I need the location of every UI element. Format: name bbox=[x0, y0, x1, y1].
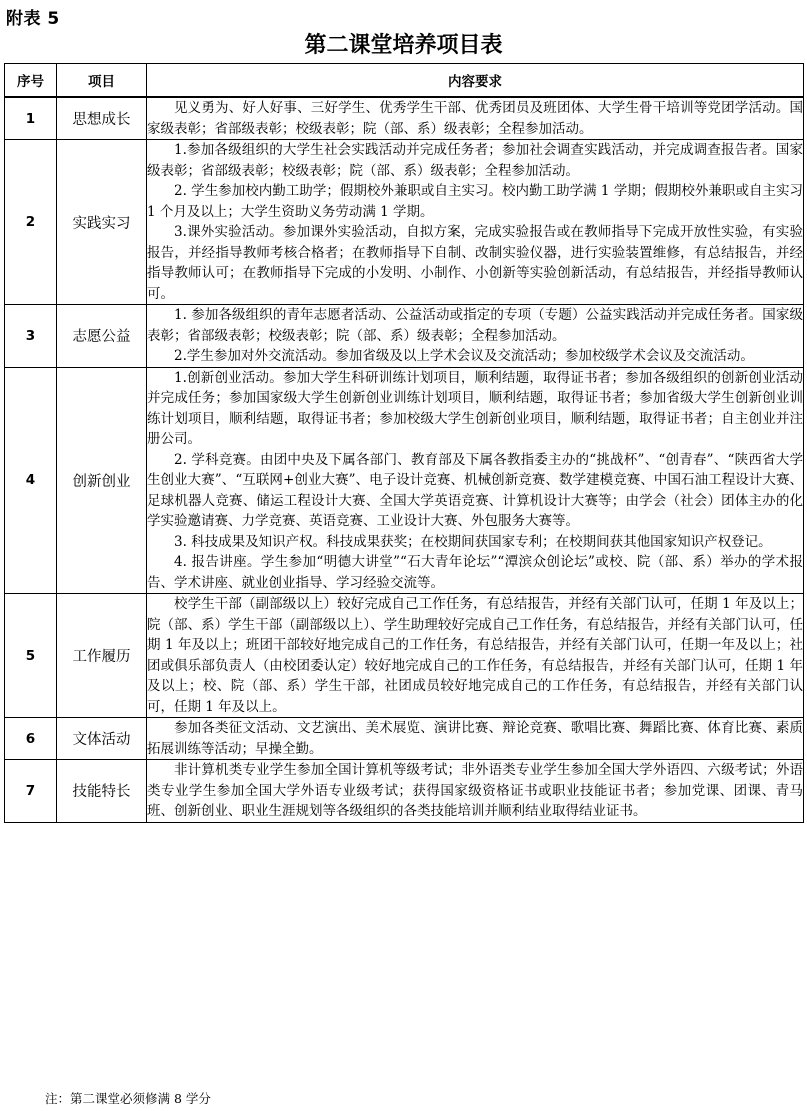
row-content bbox=[147, 305, 804, 368]
table-row bbox=[5, 760, 804, 823]
row-item-name: 实践实习 bbox=[57, 140, 147, 305]
appendix-label: 附表 5 bbox=[6, 9, 60, 29]
row-content bbox=[147, 594, 804, 718]
footnote: 注：第二课堂必须修满 8 学分 bbox=[45, 1091, 211, 1106]
project-table bbox=[4, 63, 804, 823]
page-title: 第二课堂培养项目表 bbox=[304, 33, 503, 58]
row-number: 6 bbox=[5, 718, 57, 760]
content-paragraph: 参加各类征文活动、文艺演出、美术展览、演讲比赛、辩论竞赛、歌唱比赛、舞蹈比赛、体育比赛、素质拓展训练等活动；早操全勤。 bbox=[147, 720, 803, 757]
table-row bbox=[5, 97, 804, 140]
row-content bbox=[147, 718, 804, 760]
content-paragraph: 见义勇为、好人好事、三好学生、优秀学生干部、优秀团员及班团体、大学生骨干培训等党团学活动。国家级表彰；省部级表彰；校级表彰；院（部、系）级表彰；全程参加活动。 bbox=[147, 100, 803, 137]
content-paragraph: 2.学生参加对外交流活动。参加省级及以上学术会议及交流活动；参加校级学术会议及交流活动。 bbox=[174, 348, 754, 364]
content-paragraph: 1.创新创业活动。参加大学生科研训练计划项目，顺利结题，取得证书者；参加各级组织的创新创业活动并完成任务；参加国家级大学生创新创业训练计划项目，顺利结题，取得证书者；参加省级大学生创新创业训练计划项目，顺利结题，取得证书者；参加校级大学生创新创业项目，顺利结题，取得证书者；自主创业并注册公司。 bbox=[147, 369, 803, 447]
header-no: 序号 bbox=[5, 64, 57, 98]
header-content: 内容要求 bbox=[147, 64, 804, 98]
row-item-name: 工作履历 bbox=[57, 594, 147, 718]
row-content bbox=[147, 760, 804, 823]
row-item-name: 文体活动 bbox=[57, 718, 147, 760]
row-number: 4 bbox=[5, 367, 57, 594]
row-number: 1 bbox=[5, 97, 57, 140]
row-item-name: 技能特长 bbox=[57, 760, 147, 823]
content-paragraph: 校学生干部（副部级以上）较好完成自己工作任务，有总结报告，并经有关部门认可，任期 1 年及以上；院（部、系）学生干部（副部级以上）、学生助理较好完成自己工作任务，有总结报告，并经有关部门认可，任期 1 年及以上；班团干部较好地完成自己的工作任务，有总结报告，并经有关部门认可，任期一年及以上；社团或俱乐部负责人（由校团委认定）较好地完成自己的工作任务，有总结报告，并经有关部门认可，任期 1 年及以上；校、院（部、系）学生干部，社团成员较好地完成自己的工作任务，有总结报告，并经有关部门认可，任期 1 年及以上。 bbox=[147, 596, 803, 715]
row-item-name: 创新创业 bbox=[57, 367, 147, 594]
content-paragraph: 4. 报告讲座。学生参加“明德大讲堂”“石大青年论坛”“潭滨众创论坛”或校、院（部、系）举办的学术报告、学术讲座、就业创业指导、学习经验交流等。 bbox=[147, 554, 803, 591]
table-row bbox=[5, 305, 804, 368]
content-paragraph: 3.课外实验活动。参加课外实验活动，自拟方案，完成实验报告或在教师指导下完成开放性实验，有实验报告，并经指导教师考核合格者；在教师指导下自制、改制实验仪器，进行实验装置维修，有总结报告，并经指导教师认可；在教师指导下完成的小发明、小制作、小创新等实验创新活动，有总结报告，并经指导教师认可。 bbox=[147, 224, 803, 302]
table-row bbox=[5, 594, 804, 718]
table-row bbox=[5, 367, 804, 594]
row-number: 2 bbox=[5, 140, 57, 305]
header-item: 项目 bbox=[57, 64, 147, 98]
row-number: 3 bbox=[5, 305, 57, 368]
row-number: 5 bbox=[5, 594, 57, 718]
content-paragraph: 3. 科技成果及知识产权。科技成果获奖；在校期间获国家专利；在校期间获其他国家知识产权登记。 bbox=[174, 533, 772, 550]
content-paragraph: 1. 参加各级组织的青年志愿者活动、公益活动或指定的专项（专题）公益实践活动并完成任务者。国家级表彰；省部级表彰；校级表彰；院（部、系）级表彰；全程参加活动。 bbox=[147, 307, 803, 344]
table-header-row bbox=[5, 64, 804, 98]
row-item-name: 思想成长 bbox=[57, 97, 147, 140]
row-item-name: 志愿公益 bbox=[57, 305, 147, 368]
row-content bbox=[147, 367, 804, 594]
content-paragraph: 2. 学生参加校内勤工助学；假期校外兼职或自主实习。校内勤工助学满 1 学期；假期校外兼职或自主实习 1 个月及以上；大学生资助义务劳动满 1 学期。 bbox=[147, 183, 803, 220]
row-number: 7 bbox=[5, 760, 57, 823]
content-paragraph: 2. 学科竞赛。由团中央及下属各部门、教育部及下属各教指委主办的“挑战杯”、“创青春”、“陕西省大学生创业大赛”、“互联网+创业大赛”、电子设计竞赛、机械创新竞赛、数学建模竞赛、中国石油工程设计大赛、足球机器人竞赛、储运工程设计大赛、全国大学英语竞赛、计算机设计大赛等；由学会（社会）团体主办的化学实验邀请赛、力学竞赛、英语竞赛、工业设计大赛、外包服务大赛等。 bbox=[147, 451, 803, 529]
content-paragraph: 1.参加各级组织的大学生社会实践活动并完成任务者；参加社会调查实践活动，并完成调查报告者。国家级表彰；省部级表彰；校级表彰；院（部、系）级表彰；全程参加活动。 bbox=[147, 142, 803, 179]
row-content bbox=[147, 97, 804, 140]
content-paragraph: 非计算机类专业学生参加全国计算机等级考试；非外语类专业学生参加全国大学外语四、六级考试；外语类专业学生参加全国大学外语专业级考试；获得国家级资格证书或职业技能证书者；参加党课、团课、青马班、创新创业、职业生涯规划等各级组织的各类技能培训并顺利结业取得结业证书。 bbox=[147, 762, 803, 819]
row-content bbox=[147, 140, 804, 305]
table-row bbox=[5, 718, 804, 760]
table-row bbox=[5, 140, 804, 305]
